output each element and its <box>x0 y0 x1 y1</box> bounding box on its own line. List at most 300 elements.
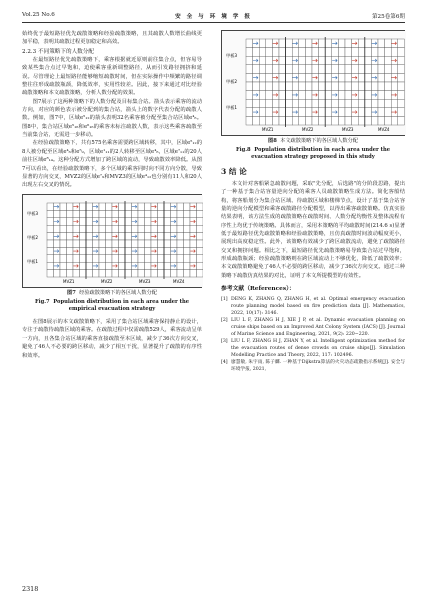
running-header <box>22 10 405 23</box>
deck-cell <box>325 99 332 108</box>
deck-cell <box>292 65 299 74</box>
deck-cell <box>325 108 332 117</box>
left-column <box>22 30 202 360</box>
deck-cell <box>246 65 253 74</box>
deck-cell <box>93 269 100 276</box>
deck-cell <box>125 232 132 239</box>
deck-cell <box>305 91 312 100</box>
deck-cell <box>338 91 345 100</box>
deck-cell <box>184 225 191 232</box>
deck-cell <box>299 82 306 91</box>
deck-cell <box>132 254 139 261</box>
deck-cell <box>112 210 119 217</box>
deck-cell <box>106 247 113 254</box>
reference-item: [1] DENG K, ZHANG Q, ZHANG H, et al. Optimal emergency evacuation route planning model based on fire prediction data [J]. Mathematics, 2022, 10(17): 3146. <box>221 297 405 317</box>
page-number: 2318 <box>22 585 39 593</box>
deck-cell <box>151 269 158 276</box>
deck-cell <box>125 203 132 210</box>
deck-cell <box>305 73 312 82</box>
deck-cell <box>158 232 165 239</box>
deck-cell <box>279 99 286 108</box>
deck-cell <box>325 91 332 100</box>
deck-cell <box>292 116 299 125</box>
deck-cell <box>286 48 293 57</box>
deck-cell <box>345 108 352 117</box>
deck-cell <box>80 240 87 247</box>
fig7-zone-label-4: MVZ4 <box>173 278 185 284</box>
deck-cell <box>391 116 398 125</box>
deck-cell <box>60 203 67 210</box>
deck-cell <box>253 65 260 74</box>
deck-cell <box>86 254 93 261</box>
deck-cell <box>184 203 191 210</box>
deck-cell <box>86 269 93 276</box>
deck-cell <box>151 225 158 232</box>
deck-cell <box>299 56 306 65</box>
deck-cell <box>266 65 273 74</box>
deck-cell <box>184 217 191 224</box>
deck-cell <box>266 108 273 117</box>
deck-cell <box>253 99 260 108</box>
deck-cell <box>47 247 54 254</box>
deck-cell <box>246 73 253 82</box>
deck-cell <box>184 247 191 254</box>
deck-cell <box>119 203 126 210</box>
deck-cell <box>86 210 93 217</box>
deck-cell <box>67 203 74 210</box>
deck-cell <box>319 99 326 108</box>
deck-cell <box>279 39 286 48</box>
deck-cell <box>197 203 204 210</box>
paragraph-intro: 始终优于最短路径优先疏散策略和经验疏散策略，且其疏散人数增长曲线更加平稳，表明其疏散过程更加稳定和高效。 <box>22 31 202 46</box>
deck-cell <box>67 254 74 261</box>
deck-cell <box>305 82 312 91</box>
deck-cell <box>60 210 67 217</box>
deck-cell <box>299 65 306 74</box>
deck-cell <box>272 116 279 125</box>
deck-cell <box>319 65 326 74</box>
deck-cell <box>358 73 365 82</box>
deck-cell <box>151 240 158 247</box>
deck-cell <box>325 116 332 125</box>
deck-cell <box>138 262 145 269</box>
deck-cell <box>99 262 106 269</box>
deck-cell <box>54 254 61 261</box>
deck-cell <box>319 56 326 65</box>
deck-cell <box>259 99 266 108</box>
deck-cell <box>106 203 113 210</box>
deck-cell <box>158 247 165 254</box>
fig7-deck-label-2: 甲板2 <box>27 234 39 240</box>
deck-cell <box>365 108 372 117</box>
deck-cell <box>266 39 273 48</box>
fig8-deck-label-1: 甲板1 <box>226 105 238 110</box>
deck-cell <box>385 56 392 65</box>
paragraph-2: 图7展示了这两种策略下的人数分配及目标集合站。箭头表示乘客的流动方向，对应的颜色表示被分配到的集合站，箭头上的数字代表分配的疏散人数。例如，图7中，区域e⁵₁₂的箭头表明32名乘客被分配至集合站区域e⁴₆。图8中，集合站区域e⁵₁₆和e⁶₁₆的乘客未标注疏散人数，表示这些乘客疏散至当前集合站，无需进一步移动。 <box>22 98 202 139</box>
deck-cell <box>338 56 345 65</box>
deck-cell <box>253 48 260 57</box>
deck-cell <box>358 116 365 125</box>
deck-cell <box>119 210 126 217</box>
deck-cell <box>345 48 352 57</box>
reference-item: [4] 廖慧敏, 朱宇雨, 陈子麟. 一种基于Dijkstra算法的火灾动态疏散指示系统[J]. 安全与环境学报, 2021, <box>221 360 405 373</box>
deck-cell <box>279 56 286 65</box>
deck-cell <box>60 254 67 261</box>
deck-cell <box>184 210 191 217</box>
deck-cell <box>197 210 204 217</box>
deck-cell <box>272 82 279 91</box>
deck-cell <box>86 217 93 224</box>
deck-cell <box>352 99 359 108</box>
deck-cell <box>332 82 339 91</box>
deck-cell <box>319 73 326 82</box>
deck-cell <box>60 247 67 254</box>
deck-cell <box>132 210 139 217</box>
deck-cell <box>80 225 87 232</box>
deck-cell <box>119 225 126 232</box>
deck-cell <box>312 65 319 74</box>
deck-cell <box>259 91 266 100</box>
deck-cell <box>164 247 171 254</box>
deck-cell <box>358 91 365 100</box>
deck-cell <box>73 240 80 247</box>
deck-cell <box>47 210 54 217</box>
deck-cell <box>99 210 106 217</box>
deck-cell <box>391 65 398 74</box>
deck-cell <box>112 254 119 261</box>
deck-cell <box>145 210 152 217</box>
deck-cell <box>67 232 74 239</box>
deck-cell <box>138 240 145 247</box>
paragraph-4: 在图8展示的本文疏散策略下，采用了集合站区域乘客保持静止的设计，专注于疏散待疏散区域的乘客。在疏散过程中仅需疏散529人，乘客流动呈单一方向，且各集合站区域的乘客直接疏散至本区域，减少了36次方向交叉，避免了46人不必要的跨区移动，减少了相互干扰，显著提升了疏散的有序性和效率。 <box>22 319 202 359</box>
deck-cell <box>358 108 365 117</box>
deck-cell <box>60 240 67 247</box>
deck-cell <box>145 225 152 232</box>
deck-cell <box>299 48 306 57</box>
deck-cell <box>171 240 178 247</box>
deck-cell <box>80 232 87 239</box>
deck-cell <box>398 73 405 82</box>
deck-cell <box>345 91 352 100</box>
deck-cell <box>47 203 54 210</box>
deck-cell <box>138 210 145 217</box>
deck-cell <box>398 65 405 74</box>
deck-cell <box>299 39 306 48</box>
deck-cell <box>398 108 405 117</box>
figure-7-caption-en: Fig.7 Population distribution in each area under the empirical evacuation strategy <box>34 298 190 312</box>
deck-cell <box>106 210 113 217</box>
deck-cell <box>378 48 385 57</box>
deck-cell <box>177 210 184 217</box>
deck-cell <box>99 217 106 224</box>
deck-cell <box>80 269 87 276</box>
deck-cell <box>246 91 253 100</box>
fig7-zone-label-2: MVZ2 <box>101 278 113 284</box>
deck-cell <box>259 73 266 82</box>
deck-cell <box>338 82 345 91</box>
deck-cell <box>60 232 67 239</box>
deck-cell <box>119 232 126 239</box>
deck-cell <box>171 210 178 217</box>
deck-cell <box>145 240 152 247</box>
deck-cell <box>325 56 332 65</box>
deck-cell <box>398 82 405 91</box>
deck-cell <box>338 73 345 82</box>
deck-cell <box>164 254 171 261</box>
deck-cell <box>272 65 279 74</box>
deck-cell <box>286 65 293 74</box>
deck-cell <box>325 65 332 74</box>
deck-cell <box>385 73 392 82</box>
deck-cell <box>365 65 372 74</box>
deck-cell <box>292 48 299 57</box>
figure-8-diagram <box>222 31 406 135</box>
deck-cell <box>253 82 260 91</box>
deck-cell <box>345 73 352 82</box>
deck-cell <box>378 82 385 91</box>
deck-cell <box>151 210 158 217</box>
deck-cell <box>80 210 87 217</box>
deck-cell <box>80 217 87 224</box>
fig8-zone-label-3: MVZ3 <box>342 127 354 132</box>
deck-cell <box>190 269 197 276</box>
deck-cell <box>138 203 145 210</box>
deck-cell <box>73 225 80 232</box>
deck-cell <box>67 217 74 224</box>
deck-cell <box>332 65 339 74</box>
deck-cell <box>177 254 184 261</box>
deck-cell <box>279 108 286 117</box>
deck-cell <box>259 82 266 91</box>
deck-cell <box>279 82 286 91</box>
deck-cell <box>177 203 184 210</box>
deck-cell <box>352 116 359 125</box>
deck-cell <box>398 116 405 125</box>
deck-cell <box>338 48 345 57</box>
deck-cell <box>138 225 145 232</box>
paragraph-1: 在最短路径优先疏散策略下，乘客根据就近原则前往集合点，但容易导致某些集合点过早饱和，迫使乘客重新调整路径，从而引发路径拥挤和延误。尽管理论上最短路径能够缩短疏散时间，但在实际操作中频繁的路径调整往往形成疏散瓶颈，降低效率，实用性较差。因此，接下来通过对比经验疏散策略和本文疏散策略，分析人数分配的效果。 <box>22 57 202 97</box>
deck-cell <box>99 269 106 276</box>
deck-cell <box>253 116 260 125</box>
deck-cell <box>279 48 286 57</box>
deck-cell <box>259 116 266 125</box>
deck-cell <box>177 240 184 247</box>
deck-cell <box>86 203 93 210</box>
deck-cell <box>158 225 165 232</box>
deck-cell <box>138 269 145 276</box>
header-journal-title: 安 全 与 环 境 学 报 <box>175 14 252 20</box>
deck-cell <box>138 217 145 224</box>
deck-cell <box>358 65 365 74</box>
deck-cell <box>106 217 113 224</box>
deck-cell <box>47 217 54 224</box>
deck-cell <box>371 99 378 108</box>
deck-cell <box>177 217 184 224</box>
deck-cell <box>299 73 306 82</box>
deck-cell <box>86 225 93 232</box>
deck-cell <box>246 99 253 108</box>
deck-cell <box>338 39 345 48</box>
deck-cell <box>112 225 119 232</box>
deck-cell <box>266 56 273 65</box>
deck-cell <box>112 269 119 276</box>
deck-cell <box>164 269 171 276</box>
deck-cell <box>279 65 286 74</box>
deck-cell <box>164 225 171 232</box>
deck-cell <box>60 269 67 276</box>
deck-cell <box>67 240 74 247</box>
deck-cell <box>266 73 273 82</box>
deck-cell <box>86 247 93 254</box>
deck-cell <box>305 48 312 57</box>
deck-cell <box>171 269 178 276</box>
deck-cell <box>119 269 126 276</box>
deck-cell <box>398 56 405 65</box>
deck-cell <box>73 254 80 261</box>
deck-cell <box>184 262 191 269</box>
figure-8-caption-en: Fig.8 Population distribution in each area under the evacuation strategy proposed in this study <box>235 147 391 161</box>
deck-cell <box>345 39 352 48</box>
deck-cell <box>319 108 326 117</box>
deck-cell <box>106 269 113 276</box>
deck-cell <box>60 225 67 232</box>
deck-cell <box>345 99 352 108</box>
deck-cell <box>332 99 339 108</box>
deck-cell <box>47 262 54 269</box>
deck-cell <box>259 39 266 48</box>
fig8-deck-label-2: 甲板2 <box>226 79 238 84</box>
deck-cell <box>125 240 132 247</box>
deck-cell <box>145 262 152 269</box>
deck-cell <box>138 232 145 239</box>
deck-cell <box>385 116 392 125</box>
deck-cell <box>125 262 132 269</box>
fig7-deck-label-1: 甲板1 <box>27 258 39 264</box>
deck-cell <box>99 254 106 261</box>
deck-cell <box>259 108 266 117</box>
deck-cell <box>325 39 332 48</box>
deck-cell <box>319 39 326 48</box>
deck-cell <box>106 262 113 269</box>
deck-cell <box>338 65 345 74</box>
deck-cell <box>365 99 372 108</box>
deck-cell <box>299 99 306 108</box>
deck-cell <box>365 82 372 91</box>
deck-cell <box>365 91 372 100</box>
deck-cell <box>358 48 365 57</box>
deck-cell <box>319 48 326 57</box>
deck-cell <box>385 65 392 74</box>
deck-cell <box>197 240 204 247</box>
deck-cell <box>365 56 372 65</box>
figure-7-diagram <box>23 195 203 287</box>
deck-cell <box>73 210 80 217</box>
deck-cell <box>391 82 398 91</box>
deck-cell <box>47 232 54 239</box>
deck-cell <box>378 56 385 65</box>
deck-cell <box>164 240 171 247</box>
deck-cell <box>47 225 54 232</box>
deck-cell <box>259 56 266 65</box>
deck-cell <box>125 254 132 261</box>
deck-cell <box>365 73 372 82</box>
header-volume: Vol.25 No.6 <box>22 12 55 18</box>
deck-cell <box>145 232 152 239</box>
deck-cell <box>345 82 352 91</box>
deck-cell <box>345 116 352 125</box>
deck-cell <box>371 65 378 74</box>
figure-7 <box>22 194 202 288</box>
fig8-zone-label-4: MVZ4 <box>378 127 390 132</box>
deck-cell <box>352 82 359 91</box>
deck-cell <box>305 99 312 108</box>
deck-cell <box>145 203 152 210</box>
deck-cell <box>125 247 132 254</box>
deck-cell <box>332 48 339 57</box>
deck-cell <box>197 232 204 239</box>
deck-cell <box>145 247 152 254</box>
deck-cell <box>365 48 372 57</box>
deck-cell <box>93 240 100 247</box>
deck-cell <box>164 217 171 224</box>
fig8-deck-label-3: 甲板3 <box>226 53 238 58</box>
deck-cell <box>93 254 100 261</box>
deck-cell <box>299 116 306 125</box>
conclusion-paragraph: 本文针对客船紧急疏散问题，采取"先分配，后选路"的分阶段思路，提出了一种基于集合站容量逆向分配的乘客人员疏散策略生成方法。简化客船结构，将客船划分为集合站区域、待疏散区域和楼梯节点，设计了基于集合站容量的逆向分配模型和乘客疏散路径分配模型，以得出乘客疏散策略。仿真实验结果表明，该方法生成的疏散策略在疏散时间、人数分配均衡性及整体流程有序性上均优于传统策略。具体而言，采用本策略的平均疏散时间(214.6 s)显著低于最短路径优先疏散策略和经验疏散策略，且仿真疏散时间波动幅度更小，展现出高度稳定性。此外，该策略有效减少了跨区疏散流动，避免了疏散路径交叉和拥挤问题。相比之下，最短路径优先疏散策略易导致集合站过早饱和，形成疏散瓶颈；经验疏散策略则在跨区域流动上不够优化，降低了疏散效率；本文疏散策略避免了46人不必要的跨区移动，减少了36次方向交叉。通过三种策略下疏散仿真结果的对比，证明了本文所提模型的有效性。 <box>221 180 405 279</box>
deck-cell <box>378 91 385 100</box>
deck-cell <box>54 269 61 276</box>
deck-cell <box>158 254 165 261</box>
fig8-zone-label-2: MVZ2 <box>302 127 314 132</box>
deck-cell <box>286 99 293 108</box>
deck-cell <box>332 116 339 125</box>
deck-cell <box>286 82 293 91</box>
deck-cell <box>286 116 293 125</box>
deck-cell <box>371 116 378 125</box>
deck-cell <box>171 225 178 232</box>
deck-cell <box>266 116 273 125</box>
deck-cell <box>286 56 293 65</box>
deck-cell <box>80 262 87 269</box>
deck-cell <box>286 108 293 117</box>
deck-cell <box>164 203 171 210</box>
deck-cell <box>197 269 204 276</box>
deck-cell <box>305 116 312 125</box>
deck-cell <box>106 225 113 232</box>
deck-cell <box>279 91 286 100</box>
deck-cell <box>325 73 332 82</box>
deck-cell <box>266 99 273 108</box>
deck-cell <box>158 262 165 269</box>
deck-cell <box>385 48 392 57</box>
deck-cell <box>385 82 392 91</box>
deck-cell <box>325 82 332 91</box>
deck-cell <box>345 65 352 74</box>
reference-item: [2] LIU L F, ZHANG H J, XIE J P, et al. Dynamic evacuation planning on cruise ships based on an Improved Ant Colony System (IACS) [J]. Journal of Marine Science and Engineering, 2021, 9(2): 220−220. <box>221 318 405 338</box>
deck-cell <box>246 39 253 48</box>
references-heading: 参考文献（References）： <box>221 286 295 293</box>
deck-cell <box>67 247 74 254</box>
deck-cell <box>132 225 139 232</box>
deck-cell <box>378 116 385 125</box>
deck-cell <box>112 240 119 247</box>
deck-cell <box>279 116 286 125</box>
deck-cell <box>106 254 113 261</box>
deck-cell <box>385 39 392 48</box>
deck-cell <box>145 254 152 261</box>
deck-cell <box>99 232 106 239</box>
deck-cell <box>319 91 326 100</box>
